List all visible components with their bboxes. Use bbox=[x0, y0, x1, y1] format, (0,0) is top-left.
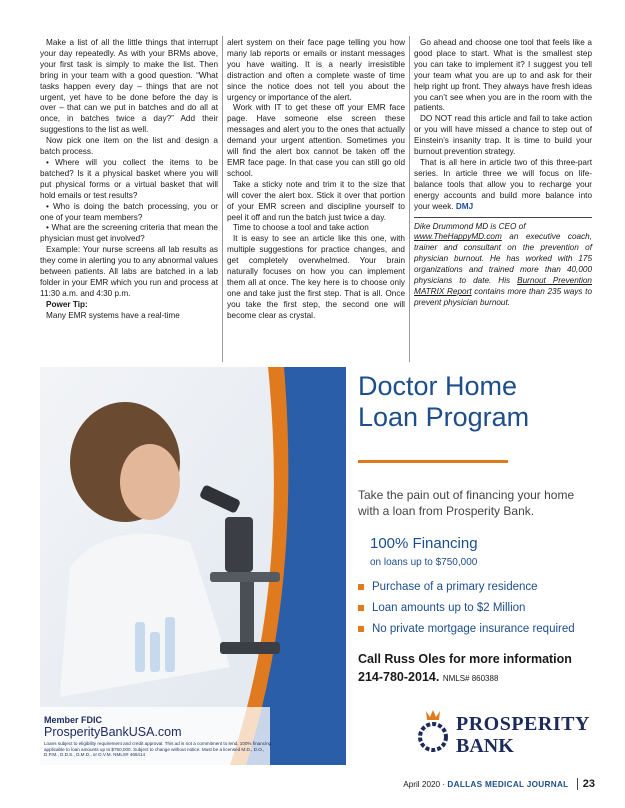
author-bio bbox=[414, 217, 592, 309]
section-heading: Time to choose a tool and take action bbox=[233, 223, 369, 233]
paragraph: Make a list of all the little things that interrupt your day repeatedly. As with your BRMs above, your first task is simply to make the list. Then bring in your team with a good question. “What tasks happen every day – things that are not urgent, yet have to be done before the day is over – that can we put in batches and do all at once, in batches twice a day?” Add their suggestions to the list as well. bbox=[40, 38, 218, 135]
financing-headline: 100% Financing bbox=[370, 535, 478, 552]
paragraph: alert system on their face page telling you how many lab reports or emails or instant messages you have waiting. It is a nearly irresistible distraction and often a complete waste of time since the notice does not tell you about the urgency or importance of the alert. bbox=[227, 38, 405, 102]
closing-text: That is all here in article two of this three-part series. In article three we will focus on life-balance tools that allow you to recharge your energy accounts and build more balance into your week. bbox=[414, 157, 592, 211]
fine-print: Loans subject to eligibility requirement and credit approval. This ad is not a commitment to lend. 100% financing applicable to loan amounts up to $750,000. Subject to change without notice. Must be a licensed M.D., D.O., D.P.M., D.D.S., D.M.D., or D.V.M. NMLS# 468414 bbox=[44, 741, 272, 758]
paragraph: Take a sticky note and trim it to the size that will cover the alert box. Stick it over that portion of your EMR screen and discipline yourself to peel it off and run the batch just twice a day. bbox=[227, 179, 405, 222]
ad-title bbox=[358, 371, 598, 433]
phone-number[interactable]: 214-780-2014. bbox=[358, 670, 440, 684]
power-tip-label: Power Tip: bbox=[46, 299, 88, 309]
issue-date: April 2020 bbox=[403, 780, 441, 789]
logo-text: PROSPERITY bbox=[456, 713, 590, 735]
bullet-text: Purchase of a primary residence bbox=[372, 581, 538, 593]
column-divider bbox=[409, 36, 410, 362]
bank-url-link[interactable]: ProsperityBankUSA.com bbox=[44, 725, 182, 739]
paragraph: Many EMR systems have a real-time bbox=[46, 310, 180, 320]
page-number: 23 bbox=[577, 778, 595, 790]
bullet-text: Loan amounts up to $2 Million bbox=[372, 602, 526, 614]
crown-wreath-icon bbox=[414, 707, 452, 755]
call-to-action bbox=[358, 650, 572, 688]
nmls-number: NMLS# 860388 bbox=[442, 674, 499, 683]
photo-illustration bbox=[40, 367, 346, 765]
paragraph: DO NOT read this article and fail to take action or you will have missed a chance to step out of Einstein’s insanity trap. It is time to build your burnout prevention strategy. bbox=[414, 114, 592, 157]
square-bullet-icon bbox=[358, 605, 364, 611]
ad-title-line: Loan Program bbox=[358, 402, 530, 432]
paragraph: • Where will you collect the items to be batched? Is it a physical basket where you will put physical forms or a virtual basket that will hold emails or test results? bbox=[40, 157, 218, 200]
bio-text: an executive coach, trainer and consultant on the prevention of physician burnout. He has worked with 175 organizations and trained more than 40,000 physicians to date. His bbox=[414, 232, 592, 286]
article-column-3 bbox=[414, 38, 592, 309]
logo-text: BANK bbox=[456, 735, 514, 757]
bio-line: Dike Drummond MD is CEO of bbox=[414, 221, 526, 231]
article-column-2 bbox=[227, 38, 405, 322]
benefit-list bbox=[358, 577, 608, 640]
square-bullet-icon bbox=[358, 584, 364, 590]
author-website-link[interactable]: www.TheHappyMD.com bbox=[414, 232, 502, 242]
report-link[interactable]: Burnout Prevention MATRIX Report bbox=[414, 276, 592, 296]
scientist-photo bbox=[40, 367, 346, 765]
bio-tail: contains more than 235 ways to prevent physician burnout. bbox=[414, 286, 592, 307]
list-item bbox=[358, 619, 608, 640]
paragraph: It is easy to see an article like this one, with multiple suggestions for practice changes, and get completely overwhelmed. Your brain naturally focuses on how you can implement them all at once. The key here is to choose only one and take just the first step. That is all. Once you take the first step, the second one will become clear as crystal. bbox=[227, 234, 405, 320]
journal-name: DALLAS MEDICAL JOURNAL bbox=[447, 780, 569, 789]
paragraph: • Who is doing the batch processing, you or one of your team members? bbox=[40, 201, 218, 222]
fdic-block bbox=[44, 715, 284, 758]
paragraph: Go ahead and choose one tool that feels like a good place to start. What is the smallest step you can take to implement it? I suggest you tell your team what you are up to and ask for their help right up front. They always have fresh ideas you can’t see when you are in the room with the patients. bbox=[414, 38, 592, 113]
article-columns bbox=[40, 38, 592, 358]
article-column-1 bbox=[40, 38, 218, 322]
paragraph: Now pick one item on the list and design a batch process. bbox=[40, 136, 218, 157]
list-item bbox=[358, 598, 608, 619]
bullet-text: No private mortgage insurance required bbox=[372, 623, 575, 635]
ad-title-line: Doctor Home bbox=[358, 371, 518, 401]
list-item bbox=[358, 577, 608, 598]
paragraph: Work with IT to get these off your EMR face page. Have someone else screen these messages and alert you to the ones that actually demand your urgent attention. Sometimes you will find the alert box cannot be taken off the EMR face page. In that case you can still go old school. bbox=[227, 103, 405, 178]
square-bullet-icon bbox=[358, 626, 364, 632]
ad-subtitle: Take the pain out of financing your home with a loan from Prosperity Bank. bbox=[358, 488, 575, 518]
paragraph: Example: Your nurse screens all lab results as they come in alerting you to any abnormal values between patients. All labs are batched in a lab folder in your EMR which you run and process at 11:30 a.m. and 4:30 p.m. bbox=[40, 245, 218, 298]
call-line: Call Russ Oles for more information bbox=[358, 652, 572, 666]
page-footer: April 2020 · DALLAS MEDICAL JOURNAL 23 bbox=[403, 778, 595, 790]
prosperity-bank-logo bbox=[414, 707, 604, 759]
bank-advertisement bbox=[40, 367, 600, 765]
paragraph bbox=[414, 158, 592, 213]
paragraph: • What are the screening criteria that mean the physician must get involved? bbox=[40, 223, 218, 244]
fdic-badge: Member FDIC bbox=[44, 715, 103, 725]
column-divider bbox=[222, 36, 223, 362]
orange-divider bbox=[358, 460, 508, 463]
financing-subline: on loans up to $750,000 bbox=[370, 557, 478, 568]
end-mark: DMJ bbox=[455, 201, 474, 211]
